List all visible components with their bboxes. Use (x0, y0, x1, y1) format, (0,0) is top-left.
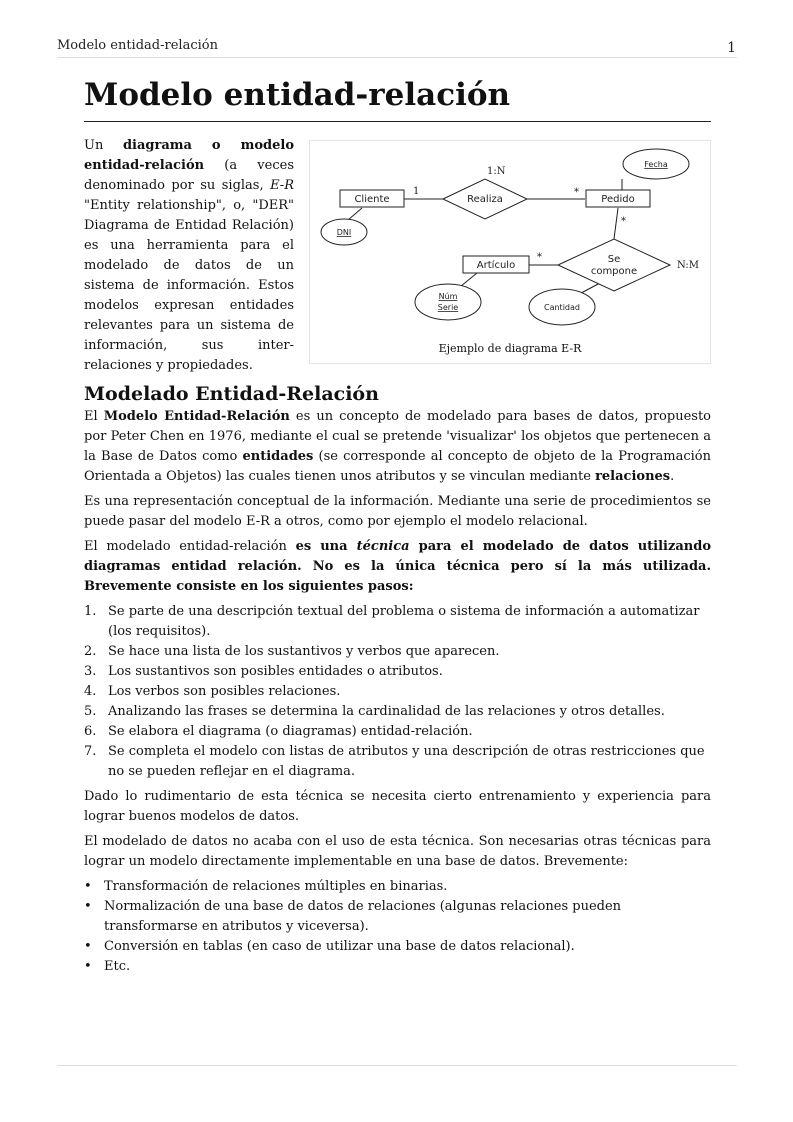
bullet-item (84, 937, 711, 957)
step-marker: 3. (84, 664, 97, 679)
attr-fecha-label: Fecha (644, 160, 668, 169)
p1-bold-2: entidades (242, 449, 314, 464)
card-nm: N:M (677, 260, 700, 271)
attr-serie-label: Serie (437, 303, 459, 312)
page-number: 1 (727, 40, 736, 56)
step-item (84, 722, 711, 742)
step-text: Analizando las frases se determina la cardinalidad de las relaciones y otros detalles. (108, 704, 665, 719)
step-item (84, 682, 711, 702)
paragraph-4: Dado lo rudimentario de esta técnica se necesita cierto entrenamiento y experiencia para lograr buenos modelos de datos. (84, 789, 711, 824)
er-diagram (310, 141, 710, 363)
bullet-item (84, 957, 711, 977)
footer-rule (57, 1065, 737, 1066)
step-text: Se hace una lista de los sustantivos y verbos que aparecen. (108, 644, 500, 659)
intro-text-2: (a veces denominado por su siglas, (84, 158, 294, 193)
bullet-marker: • (84, 899, 92, 914)
intro-text-3: "Entity relationship", o, "DER" Diagrama de Entidad Relación) es una herramienta para el modelado de datos de un sistema de información. Estos modelos expresan entidades relevantes para un sistema de información, sus inter-relaciones y propiedades. (84, 198, 294, 373)
step-marker: 6. (84, 724, 97, 739)
bullet-marker: • (84, 959, 92, 974)
step-item (84, 642, 711, 662)
article-body (84, 74, 711, 982)
p1-bold-1: Modelo Entidad-Relación (103, 409, 290, 424)
p3-bold-1: es una (295, 539, 357, 554)
paragraph-3 (84, 537, 711, 597)
techniques-list (84, 877, 711, 977)
p1-text-1: El (84, 409, 104, 424)
intro-paragraph (84, 136, 294, 376)
p1-text-4: . (670, 469, 675, 484)
entity-pedido-label: Pedido (601, 194, 635, 205)
attr-cantidad-label: Cantidad (544, 303, 580, 312)
step-text: Se parte de una descripción textual del problema o sistema de información a automatizar (los requisitos). (108, 604, 700, 639)
entity-articulo-label: Artículo (476, 260, 516, 271)
step-marker: 2. (84, 644, 97, 659)
attr-num-label: Núm (438, 292, 458, 301)
card-one: 1 (413, 186, 420, 197)
paragraph-2: Es una representación conceptual de la información. Mediante una serie de procedimientos se puede pasar del modelo E-R a otros, como por ejemplo el modelo relacional. (84, 494, 711, 529)
intro-italic-er: E-R (270, 178, 294, 193)
step-item (84, 662, 711, 682)
card-star-pedido: * (574, 187, 579, 198)
card-1n: 1:N (487, 166, 506, 177)
attr-dni-label: DNI (336, 228, 352, 237)
relation-realiza-label: Realiza (467, 194, 503, 205)
card-star-articulo: * (537, 252, 542, 263)
p1-text-3: (se corresponde al concepto de objeto de la Programación Orientada a Objetos) las cuales tienen unos atributos y se vinculan mediante (84, 449, 711, 484)
bullet-marker: • (84, 879, 92, 894)
step-text: Los verbos son posibles relaciones. (108, 684, 341, 699)
relation-compone-label: compone (590, 266, 638, 277)
step-marker: 4. (84, 684, 97, 699)
entity-cliente-label: Cliente (354, 194, 390, 205)
bullet-marker: • (84, 939, 92, 954)
line-pedido-secompone (614, 208, 618, 239)
intro-block (84, 136, 711, 381)
p3-text-1: El modelado entidad-relación (84, 539, 296, 554)
paragraph-5: El modelado de datos no acaba con el uso de esta técnica. Son necesarias otras técnicas para lograr un modelo directamente implementable en una base de datos. Brevemente: (84, 834, 711, 869)
figure-caption: Ejemplo de diagrama E-R (438, 342, 582, 355)
intro-bold-term: diagrama o modelo entidad-relación (84, 138, 294, 173)
bullet-item (84, 897, 711, 937)
bullet-text: Etc. (104, 959, 131, 974)
intro-text-1: Un (84, 138, 123, 153)
p3-bold-italic: técnica (356, 539, 410, 554)
bullet-text: Transformación de relaciones múltiples en binarias. (104, 879, 448, 894)
p1-text-2: es un concepto de modelado para bases de datos, propuesto por Peter Chen en 1976, mediante el cual se pretende 'visualizar' los objetos que pertenecen a la Base de Datos como (84, 409, 711, 464)
er-diagram-figure (309, 140, 711, 364)
running-head-title: Modelo entidad-relación (57, 38, 218, 53)
step-item (84, 742, 711, 782)
bullet-text: Normalización de una base de datos de relaciones (algunas relaciones pueden transformarse en atributos y viceversa). (104, 899, 622, 934)
step-marker: 7. (84, 744, 97, 759)
step-text: Se elabora el diagrama (o diagramas) entidad-relación. (108, 724, 473, 739)
step-text: Se completa el modelo con listas de atributos y una descripción de otras restricciones que no se pueden reflejar en el diagrama. (108, 744, 705, 779)
line-cliente-dni (348, 208, 362, 220)
bullet-item (84, 877, 711, 897)
paragraph-1 (84, 407, 711, 487)
page-title: Modelo entidad-relación (84, 74, 711, 122)
section-heading: Modelado Entidad-Relación (84, 383, 379, 405)
p1-bold-3: relaciones (595, 469, 671, 484)
step-marker: 5. (84, 704, 97, 719)
running-head (57, 37, 737, 58)
step-item (84, 702, 711, 722)
step-item (84, 602, 711, 642)
relation-se-label: Se (607, 254, 621, 265)
attr-numserie-ellipse (415, 284, 481, 320)
card-star-below-pedido: * (621, 216, 626, 227)
p3-bold-2: para el modelado de datos utilizando diagramas entidad relación. No es la única técnica pero sí la más utilizada. Brevemente consiste en los siguientes pasos: (84, 539, 711, 594)
step-marker: 1. (84, 604, 97, 619)
step-text: Los sustantivos son posibles entidades o atributos. (108, 664, 443, 679)
steps-list (84, 602, 711, 782)
bullet-text: Conversión en tablas (en caso de utilizar una base de datos relacional). (104, 939, 575, 954)
relation-secompone-diamond (558, 239, 670, 291)
